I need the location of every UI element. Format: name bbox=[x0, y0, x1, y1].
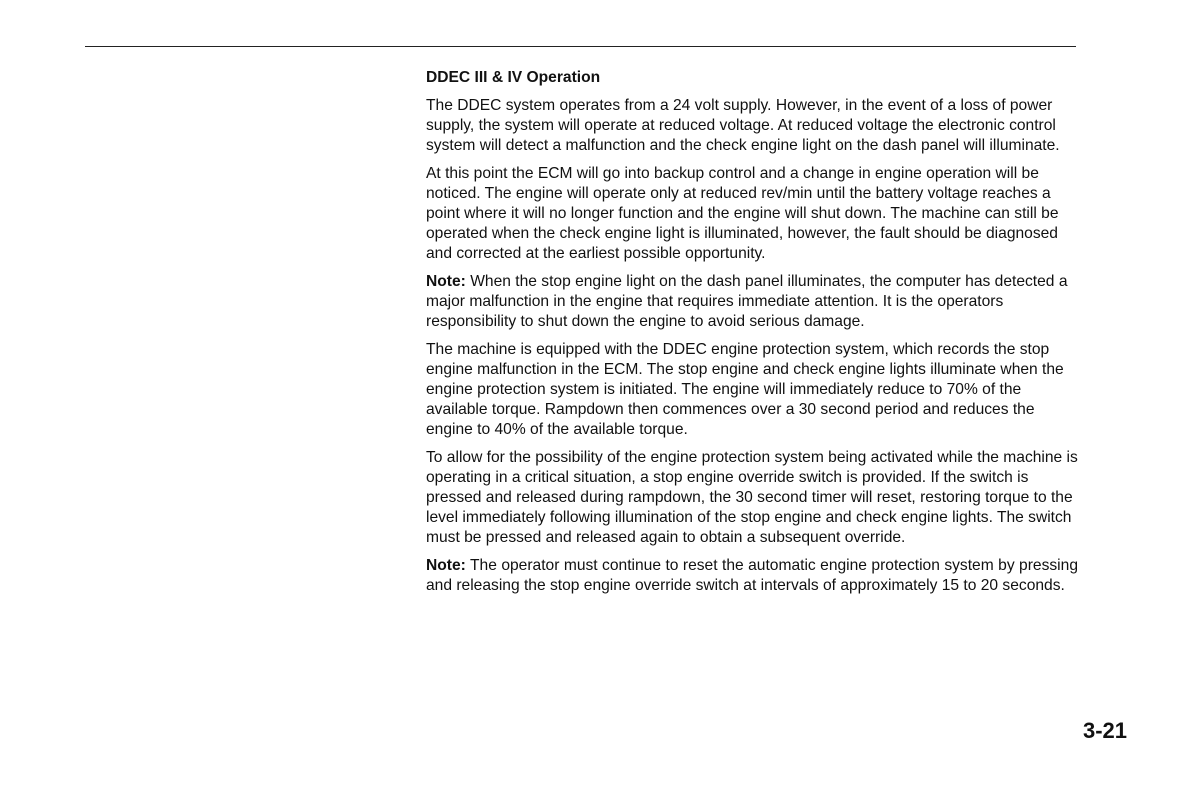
main-content bbox=[426, 68, 1078, 604]
section-heading: DDEC III & IV Operation bbox=[426, 69, 601, 86]
note-stop-engine-light bbox=[426, 272, 1078, 332]
note-label: Note: bbox=[426, 557, 466, 574]
paragraph-backup-control: At this point the ECM will go into backup control and a change in engine operation will be noticed. The engine will operate only at reduced rev/min until the battery voltage reaches a point where it will no longer function and the engine will shut down. The machine can still be operated when the check engine light is illuminated, however, the fault should be diagnosed and corrected at the earliest possible opportunity. bbox=[426, 165, 1059, 262]
paragraph-engine-protection: The machine is equipped with the DDEC engine protection system, which records the stop engine malfunction in the ECM. The stop engine and check engine lights illuminate when the engine protection system is initiated. The engine will immediately reduce to 70% of the available torque. Rampdown then commences over a 30 second period and reduces the engine to 40% of the available torque. bbox=[426, 341, 1064, 438]
note-text: When the stop engine light on the dash panel illuminates, the computer has detected a major malfunction in the engine that requires immediate attention. It is the operators responsibility to shut down the engine to avoid serious damage. bbox=[426, 273, 1068, 330]
note-label: Note: bbox=[426, 273, 466, 290]
paragraph-override-switch: To allow for the possibility of the engine protection system being activated while the machine is operating in a critical situation, a stop engine override switch is provided. If the switch is pressed and released during rampdown, the 30 second timer will reset, restoring torque to the level immediately following illumination of the stop engine and check engine lights. The switch must be pressed and released again to obtain a subsequent override. bbox=[426, 449, 1078, 546]
note-reset-protection bbox=[426, 556, 1078, 596]
note-text: The operator must continue to reset the automatic engine protection system by pressing and releasing the stop engine override switch at intervals of approximately 15 to 20 seconds. bbox=[426, 557, 1078, 594]
paragraph-power-supply: The DDEC system operates from a 24 volt supply. However, in the event of a loss of power supply, the system will operate at reduced voltage. At reduced voltage the electronic control system will detect a malfunction and the check engine light on the dash panel will illuminate. bbox=[426, 97, 1060, 154]
header-rule bbox=[85, 46, 1076, 47]
page-number: 3-21 bbox=[1082, 718, 1127, 743]
